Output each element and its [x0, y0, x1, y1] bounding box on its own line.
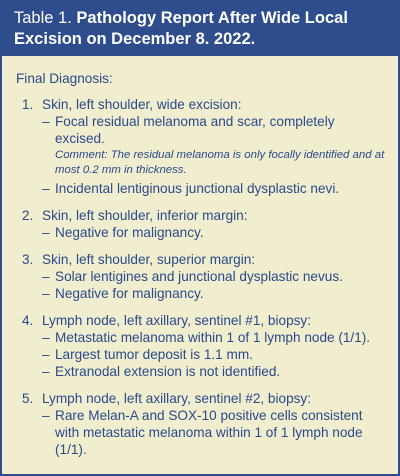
- finding-line: [42, 268, 386, 285]
- dash-marker: –: [42, 286, 50, 301]
- diagnosis-number: 4.: [22, 313, 34, 328]
- finding-text: Solar lentigines and junctional dysplastic nevus.: [55, 269, 343, 284]
- finding-text: Negative for malignancy.: [55, 286, 204, 301]
- diagnosis-heading: Lymph node, left axillary, sentinel #1, biopsy:: [42, 313, 312, 328]
- diagnosis-number: 5.: [22, 391, 34, 406]
- dash-marker: –: [42, 225, 50, 240]
- diagnosis-findings: [42, 113, 386, 147]
- finding-line: [42, 329, 386, 346]
- finding-text: Largest tumor deposit is 1.1 mm.: [55, 347, 253, 362]
- diagnosis-number: 3.: [22, 252, 34, 267]
- dash-marker: –: [42, 364, 50, 379]
- diagnosis-findings: [42, 268, 386, 302]
- table-body: [2, 56, 398, 458]
- diagnosis-item-2: [16, 207, 386, 241]
- finding-text: Rare Melan-A and SOX-10 positive cells consistent with metastatic melanoma within 1 of 1 lymph node (1/1).: [55, 408, 363, 457]
- dash-marker: –: [42, 347, 50, 362]
- diagnosis-number: 1.: [22, 97, 34, 112]
- finding-text: Focal residual melanoma and scar, completely excised.: [55, 114, 335, 146]
- dash-marker: –: [42, 408, 50, 423]
- diagnosis-item-4: [16, 312, 386, 380]
- dash-marker: –: [42, 269, 50, 284]
- finding-line: [42, 113, 386, 147]
- diagnosis-item-5: [16, 390, 386, 458]
- finding-text: Metastatic melanoma within 1 of 1 lymph node (1/1).: [55, 330, 371, 345]
- finding-text: Incidental lentiginous junctional dysplastic nevi.: [55, 181, 340, 196]
- diagnosis-findings: [42, 329, 386, 380]
- diagnosis-number: 2.: [22, 208, 34, 223]
- table-title: Pathology Report After Wide Local Excision on December 8. 2022.: [14, 9, 348, 48]
- table-label: Table 1.: [14, 9, 72, 27]
- diagnosis-heading: Skin, left shoulder, wide excision:: [42, 97, 242, 112]
- diagnosis-item-1: [16, 96, 386, 197]
- final-diagnosis-label: Final Diagnosis:: [16, 71, 113, 86]
- finding-line: [42, 180, 386, 197]
- diagnosis-heading: Skin, left shoulder, superior margin:: [42, 252, 256, 267]
- finding-line: [42, 407, 386, 458]
- finding-line: [42, 285, 386, 302]
- diagnosis-heading: Skin, left shoulder, inferior margin:: [42, 208, 248, 223]
- diagnosis-findings-after: [42, 180, 386, 197]
- finding-text: Extranodal extension is not identified.: [55, 364, 281, 379]
- finding-text: Negative for malignancy.: [55, 225, 204, 240]
- diagnosis-heading: Lymph node, left axillary, sentinel #2, biopsy:: [42, 391, 312, 406]
- diagnosis-findings: [42, 407, 386, 458]
- finding-line: [42, 224, 386, 241]
- dash-marker: –: [42, 114, 50, 129]
- dash-marker: –: [42, 181, 50, 196]
- diagnosis-item-3: [16, 251, 386, 302]
- diagnosis-comment: Comment: The residual melanoma is only focally identified and at most 0.2 mm in thickness.: [55, 149, 385, 176]
- table-header: [2, 2, 398, 56]
- diagnosis-list: [16, 96, 386, 458]
- dash-marker: –: [42, 330, 50, 345]
- finding-line: [42, 346, 386, 363]
- finding-line: [42, 363, 386, 380]
- diagnosis-findings: [42, 224, 386, 241]
